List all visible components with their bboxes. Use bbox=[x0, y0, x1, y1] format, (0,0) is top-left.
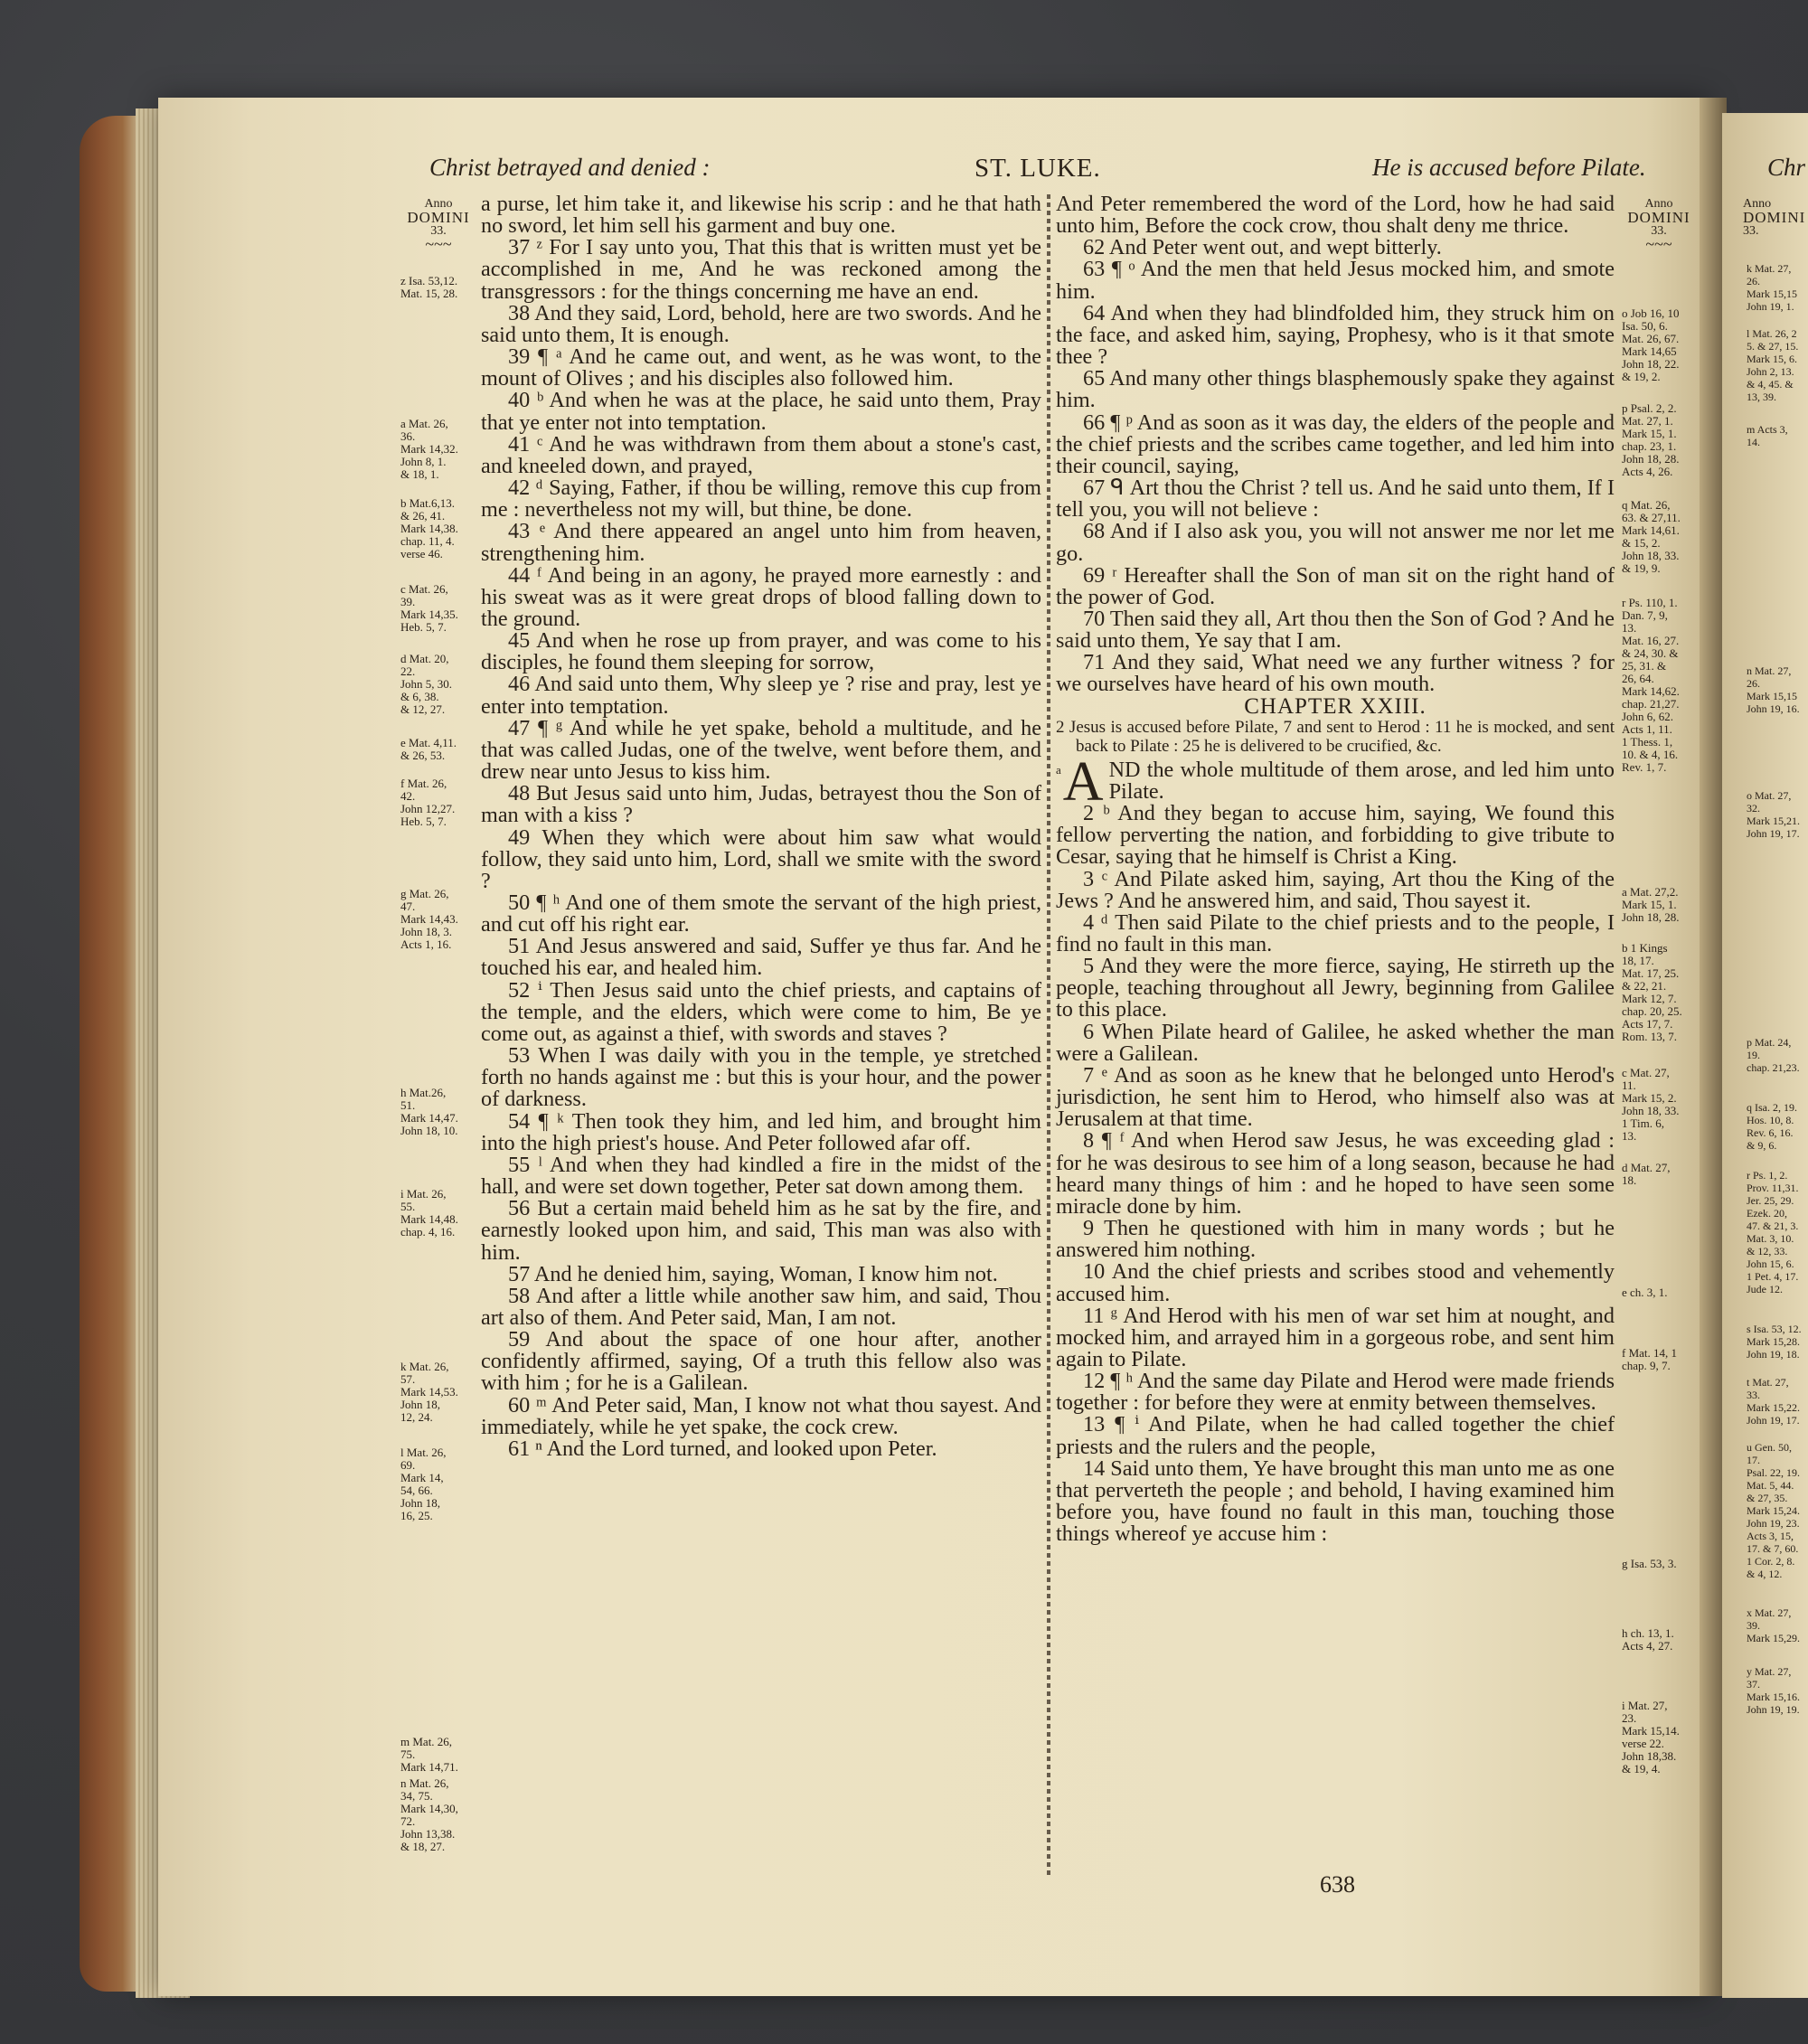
margin-reference: d Mat. 20, 22. John 5, 30. & 6, 38. & 12, 27. bbox=[400, 652, 453, 716]
chapter-summary: 2 Jesus is accused before Pilate, 7 and sent to Herod : 11 he is mocked, and sent back to Pilate : 25 he is delivered to be crucified, &c. bbox=[1056, 717, 1615, 756]
margin-reference: f Mat. 14, 1 chap. 9, 7. bbox=[1622, 1346, 1678, 1372]
verse: 55 ˡ And when they had kindled a fire in the midst of the hall, and were set down together, Peter sat down among them. bbox=[481, 1152, 1041, 1200]
verse: 4 ᵈ Then said Pilate to the chief priests and to the people, I find no fault in this man. bbox=[1056, 909, 1615, 956]
running-header-left: Christ betrayed and denied : bbox=[429, 154, 711, 181]
anno-label: Anno bbox=[1743, 197, 1772, 211]
margin-reference: c Mat. 27, 11. Mark 15, 2. John 18, 33. 1 Tim. 6, 13. bbox=[1622, 1066, 1680, 1143]
verse: 57 And he denied him, saying, Woman, I know him not. bbox=[508, 1261, 998, 1286]
reference-mark: a bbox=[1056, 762, 1061, 777]
verse: 52 ⁱ Then Jesus said unto the chief priests, and captains of the temple, and the elders, which were come to him, Be ye come out, as against a thief, with swords and staves ? bbox=[481, 977, 1041, 1046]
right-text-column bbox=[1056, 193, 1615, 1545]
margin-reference: c Mat. 26, 39. Mark 14,35. Heb. 5, 7. bbox=[400, 582, 458, 634]
domini-label: DOMINI bbox=[1627, 209, 1690, 226]
margin-reference: i Mat. 26, 55. Mark 14,48. chap. 4, 16. bbox=[400, 1187, 458, 1239]
verse: 8 ¶ ᶠ And when Herod saw Jesus, he was exceeding glad : for he was desirous to see him of a long season, because he had heard many things of him : and he hoped to have seen some miracle done by him. bbox=[1056, 1128, 1615, 1219]
verse: 9 Then he questioned with him in many words ; but he answered him nothing. bbox=[1056, 1216, 1615, 1263]
margin-reference: p Psal. 2, 2. Mat. 27, 1. Mark 15, 1. chap. 23, 1. John 18, 28. Acts 4, 26. bbox=[1622, 401, 1680, 478]
verse: 2 ᵇ And they began to accuse him, saying, We found this fellow perverting the nation, and forbidding to give tribute to Cesar, saying that he himself is Christ a King. bbox=[1056, 801, 1615, 870]
next-page-header: Chr bbox=[1767, 154, 1806, 181]
verse: 53 When I was daily with you in the temple, ye stretched forth no hands against me : but this is your hour, and the power of darkness. bbox=[481, 1043, 1041, 1112]
margin-reference: k Mat. 27, 26. Mark 15,15 John 19, 1. bbox=[1747, 262, 1797, 313]
verse: 38 And they said, Lord, behold, here are two swords. And he said unto them, It is enough. bbox=[481, 300, 1041, 347]
margin-reference: f Mat. 26, 42. John 12,27. Heb. 5, 7. bbox=[400, 777, 456, 828]
domini-label: DOMINI bbox=[1743, 209, 1806, 226]
margin-reference: u Gen. 50, 17. Psal. 22, 19. Mat. 5, 44. & 27, 35. Mark 15,24. John 19, 23. Acts 3, 15, 17. & 7, 60. 1 Cor. 2, 8. & 4, 12. bbox=[1747, 1441, 1801, 1580]
verse: 13 ¶ ⁱ And Pilate, when he had called together the chief priests and the rulers and the people, bbox=[1056, 1412, 1615, 1459]
verse: 39 ¶ ᵃ And he came out, and went, as he was wont, to the mount of Olives ; and his disciples also followed him. bbox=[481, 344, 1041, 391]
verse: 5 And they were the more fierce, saying, He stirreth up the people, teaching throughout all Jewry, beginning from Galilee to this place. bbox=[1056, 954, 1615, 1022]
verse: 49 When they which were about him saw what would follow, they said unto him, Lord, shall we smite with the sword ? bbox=[481, 824, 1041, 893]
verse: 43 ᵉ And there appeared an angel unto him from heaven, strengthening him. bbox=[481, 519, 1041, 566]
margin-reference: m Mat. 26, 75. Mark 14,71. bbox=[400, 1735, 458, 1774]
margin-reference: g Isa. 53, 3. bbox=[1622, 1557, 1677, 1570]
margin-reference: o Job 16, 10 Isa. 50, 6. Mat. 26, 67. Mark 14,65 John 18, 22. & 19, 2. bbox=[1622, 306, 1680, 383]
margin-reference: e Mat. 4,11. & 26, 53. bbox=[400, 736, 457, 762]
verse: 40 ᵇ And when he was at the place, he said unto them, Pray that ye enter not into temptation. bbox=[481, 388, 1041, 435]
anno-domini-left bbox=[398, 197, 479, 251]
running-header-book: ST. LUKE. bbox=[975, 154, 1101, 183]
margin-reference: n Mat. 27, 26. Mark 15,15 John 19, 16. bbox=[1747, 664, 1800, 715]
verse: 56 But a certain maid beheld him as he sat by the fire, and earnestly looked upon him, and said, This man was also with him. bbox=[481, 1196, 1041, 1265]
anno-year: 33. bbox=[430, 224, 447, 238]
verse: 63 ¶ ᵒ And the men that held Jesus mocked him, and smote him. bbox=[1056, 257, 1615, 304]
margin-reference: z Isa. 53,12. Mat. 15, 28. bbox=[400, 274, 458, 300]
verse: 11 ᵍ And Herod with his men of war set him at nought, and mocked him, and arrayed him in a gorgeous robe, and sent him again to Pilate. bbox=[1056, 1303, 1615, 1371]
anno-domini-far bbox=[1743, 197, 1808, 238]
chapter-heading: CHAPTER XXIII. bbox=[1244, 693, 1427, 719]
verse: 54 ¶ ᵏ Then took they him, and led him, and brought him into the high priest's house. And Peter followed afar off. bbox=[481, 1108, 1041, 1155]
column-divider bbox=[1047, 194, 1050, 1876]
margin-reference: l Mat. 26, 69. Mark 14, 54, 66. John 18, 16, 25. bbox=[400, 1446, 447, 1522]
margin-reference: a Mat. 27,2. Mark 15, 1. John 18, 28. bbox=[1622, 885, 1680, 924]
verse: 6 When Pilate heard of Galilee, he asked whether the man were a Galilean. bbox=[1056, 1019, 1615, 1066]
verse: 37 ᶻ For I say unto you, That this that is written must yet be accomplished in me, And he was reckoned among the transgressors : for the things concerning me have an end. bbox=[481, 235, 1041, 304]
margin-reference: e ch. 3, 1. bbox=[1622, 1286, 1668, 1299]
verse: 60 ᵐ And Peter said, Man, I know not what thou sayest. And immediately, while he yet spake, the cock crew. bbox=[481, 1392, 1041, 1439]
verse: 71 And they said, What need we any further witness ? for we ourselves have heard of his own mouth. bbox=[1056, 650, 1615, 697]
margin-reference: q Isa. 2, 19. Hos. 10, 8. Rev. 6, 16. & 9, 6. bbox=[1747, 1101, 1797, 1152]
margin-reference: d Mat. 27, 18. bbox=[1622, 1161, 1671, 1187]
margin-reference: b Mat.6,13. & 26, 41. Mark 14,38. chap. 11, 4. verse 46. bbox=[400, 496, 458, 560]
verse: 64 And when they had blindfolded him, they struck him on the face, and asked him, saying, Prophesy, who is it that smote thee ? bbox=[1056, 300, 1615, 370]
verse: 44 ᶠ And being in an agony, he prayed more earnestly : and his sweat was as it were great drops of blood falling down to the ground. bbox=[481, 562, 1041, 631]
margin-reference: l Mat. 26, 2 5. & 27, 15. Mark 15, 6. John 2, 13. & 4, 45. & 13, 39. bbox=[1747, 327, 1799, 403]
margin-reference: b 1 Kings 18, 17. Mat. 17, 25. & 22, 21. Mark 12, 7. chap. 20, 25. Acts 17, 7. Rom. 13, 7. bbox=[1622, 941, 1682, 1043]
drop-cap: A bbox=[1062, 750, 1104, 813]
margin-reference: y Mat. 27, 37. Mark 15,16. John 19, 19. bbox=[1747, 1665, 1800, 1716]
domini-label: DOMINI bbox=[407, 209, 470, 226]
margin-reference: q Mat. 26, 63. & 27,11. Mark 14,61. & 15, 2. John 18, 33. & 19, 9. bbox=[1622, 498, 1681, 575]
ornament-swash: ~~~ bbox=[425, 235, 452, 253]
margin-reference: t Mat. 27, 33. Mark 15,22. John 19, 17. bbox=[1747, 1376, 1800, 1427]
verse: 46 And said unto them, Why sleep ye ? rise and pray, lest ye enter into temptation. bbox=[481, 672, 1041, 719]
running-header-right: He is accused before Pilate. bbox=[1372, 154, 1646, 181]
anno-domini-right bbox=[1618, 197, 1700, 251]
verse: 58 And after a little while another saw him, and said, Thou art also of them. And Peter said, Man, I am not. bbox=[481, 1283, 1041, 1330]
margin-reference: r Ps. 1, 2. Prov. 11,31. Jer. 25, 29. Ezek. 20, 47. & 21, 3. Mat. 3, 10. & 12, 33. John 15, 6. 1 Pet. 4, 17. Jude 12. bbox=[1747, 1169, 1799, 1295]
verse: 50 ¶ ʰ And one of them smote the servant of the high priest, and cut off his right ear. bbox=[481, 890, 1041, 937]
left-text-column bbox=[481, 193, 1041, 1460]
margin-reference: r Ps. 110, 1. Dan. 7, 9, 13. Mat. 16, 27. & 24, 30. & 25, 31. & 26, 64. Mark 14,62. chap. 21,27. John 6, 62. Acts 1, 11. 1 Thess. 1, 10. & 4, 16. Rev. 1, 7. bbox=[1622, 596, 1680, 774]
chapter-first-verse bbox=[1056, 750, 1615, 813]
margin-reference: s Isa. 53, 12. Mark 15,28. John 19, 18. bbox=[1747, 1323, 1802, 1361]
verse: 61 ⁿ And the Lord turned, and looked upon Peter. bbox=[508, 1436, 937, 1461]
verse: 45 And when he rose up from prayer, and was come to his disciples, he found them sleeping for sorrow, bbox=[481, 628, 1041, 675]
margin-reference: h ch. 13, 1. Acts 4, 27. bbox=[1622, 1626, 1674, 1653]
verse: 47 ¶ ᵍ And while he yet spake, behold a multitude, and he that was called Judas, one of the twelve, went before them, and drew near unto Jesus to kiss him. bbox=[481, 715, 1041, 785]
verse: a purse, let him take it, and likewise his scrip : and he that hath no sword, let him sell his garment and buy one. bbox=[481, 192, 1041, 239]
margin-reference: g Mat. 26, 47. Mark 14,43. John 18, 3. Acts 1, 16. bbox=[400, 887, 458, 951]
verse: 42 ᵈ Saying, Father, if thou be willing, remove this cup from me : nevertheless not my will, but thine, be done. bbox=[481, 476, 1041, 523]
anno-label: Anno bbox=[1644, 197, 1673, 211]
margin-reference: p Mat. 24, 19. chap. 21,23. bbox=[1747, 1036, 1800, 1074]
page-number: 638 bbox=[1320, 1871, 1355, 1898]
margin-reference: n Mat. 26, 34, 75. Mark 14,30, 72. John 13,38. & 18, 27. bbox=[400, 1776, 458, 1853]
verse: 69 ʳ Hereafter shall the Son of man sit on the right hand of the power of God. bbox=[1056, 562, 1615, 609]
verse: 14 Said unto them, Ye have brought this man unto me as one that perverteth the people ; and behold, I having examined him before you, have found no fault in this man, touching those things whereof ye accuse him : bbox=[1056, 1455, 1615, 1547]
ornament-swash: ~~~ bbox=[1645, 235, 1672, 253]
verse-text: ND the whole multitude of them arose, and led him unto Pilate. bbox=[1108, 757, 1615, 804]
margin-reference: k Mat. 26, 57. Mark 14,53. John 18, 12, 24. bbox=[400, 1360, 458, 1424]
anno-year: 33. bbox=[1743, 224, 1759, 238]
anno-label: Anno bbox=[424, 197, 453, 211]
verse: 67 ᑫ Art thou the Christ ? tell us. And he said unto them, If I tell you, you will not believe : bbox=[1056, 476, 1615, 523]
verse: 10 And the chief priests and scribes stood and vehemently accused him. bbox=[1056, 1259, 1615, 1306]
verse: 62 And Peter went out, and wept bitterly. bbox=[1083, 235, 1442, 260]
margin-reference: i Mat. 27, 23. Mark 15,14. verse 22. John 18,38. & 19, 4. bbox=[1622, 1699, 1680, 1776]
verse: 48 But Jesus said unto him, Judas, betrayest thou the Son of man with a kiss ? bbox=[481, 781, 1041, 828]
verse: 68 And if I also ask you, you will not answer me nor let me go. bbox=[1056, 519, 1615, 566]
verse: 66 ¶ ᵖ And as soon as it was day, the elders of the people and the chief priests and the scribes came together, and led him into their council, saying, bbox=[1056, 410, 1615, 478]
verse: 59 And about the space of one hour after, another confidently affirmed, saying, Of a truth this fellow also was with him ; for he is a Galilean. bbox=[481, 1327, 1041, 1396]
verse: 12 ¶ ʰ And the same day Pilate and Herod were made friends together : for before they were at enmity between themselves. bbox=[1056, 1369, 1615, 1416]
margin-reference: o Mat. 27, 32. Mark 15,21. John 19, 17. bbox=[1747, 789, 1800, 840]
verse: 65 And many other things blasphemously spake they against him. bbox=[1056, 366, 1615, 413]
verse: And Peter remembered the word of the Lord, how he had said unto him, Before the cock crow, thou shalt deny me thrice. bbox=[1056, 192, 1615, 239]
verse: 70 Then said they all, Art thou then the Son of God ? And he said unto them, Ye say that I am. bbox=[1056, 606, 1615, 654]
verse: 7 ᵉ And as soon as he knew that he belonged unto Herod's jurisdiction, he sent him to Herod, who himself also was at Jerusalem at that time. bbox=[1056, 1062, 1615, 1132]
verse: 41 ᶜ And he was withdrawn from them about a stone's cast, and kneeled down, and prayed, bbox=[481, 431, 1041, 478]
margin-reference: h Mat.26, 51. Mark 14,47. John 18, 10. bbox=[400, 1086, 458, 1137]
margin-reference: x Mat. 27, 39. Mark 15,29. bbox=[1747, 1606, 1800, 1644]
margin-reference: m Acts 3, 14. bbox=[1747, 423, 1788, 448]
verse: 3 ᶜ And Pilate asked him, saying, Art thou the King of the Jews ? And he answered him, and said, Thou sayest it. bbox=[1056, 866, 1615, 913]
anno-year: 33. bbox=[1651, 224, 1667, 238]
verse: 51 And Jesus answered and said, Suffer ye thus far. And he touched his ear, and healed him. bbox=[481, 934, 1041, 981]
margin-reference: a Mat. 26, 36. Mark 14,32. John 8, 1. & 18, 1. bbox=[400, 417, 458, 481]
